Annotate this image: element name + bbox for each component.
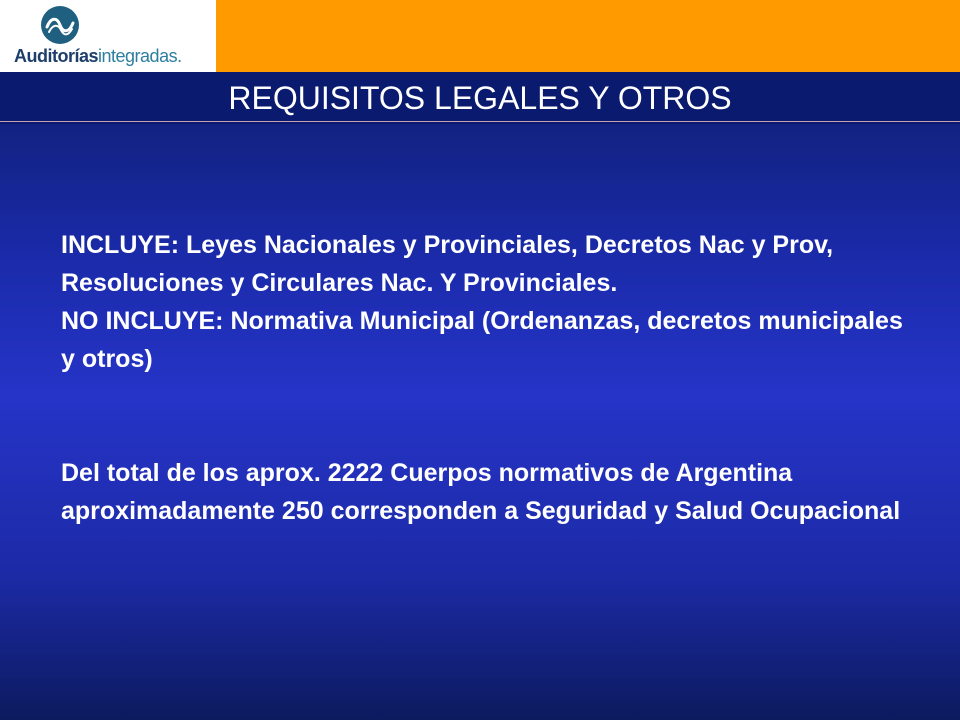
incluye-paragraph: INCLUYE: Leyes Nacionales y Provinciales, Decretos Nac y Prov, Resoluciones y Circulares Nac. Y Provinciales. (61, 231, 834, 297)
header-orange-bar (216, 0, 960, 72)
slide-title: REQUISITOS LEGALES Y OTROS (228, 80, 732, 116)
logo-brand-dot: . (177, 46, 182, 66)
logo-wordmark (14, 46, 182, 67)
slide-body (61, 226, 911, 530)
total-paragraph: Del total de los aprox. 2222 Cuerpos normativos de Argentina aproximadamente 250 corresponden a Seguridad y Salud Ocupacional (61, 459, 901, 525)
logo-brand-strong: Auditorías (14, 46, 99, 66)
logo-brand-light: integradas (98, 46, 178, 66)
logo-mark-icon (40, 5, 80, 45)
no-incluye-paragraph: NO INCLUYE: Normativa Municipal (Ordenanzas, decretos municipales y otros) (61, 307, 903, 373)
paragraph-spacer (61, 378, 911, 454)
title-divider (0, 121, 960, 122)
company-logo (0, 0, 216, 72)
